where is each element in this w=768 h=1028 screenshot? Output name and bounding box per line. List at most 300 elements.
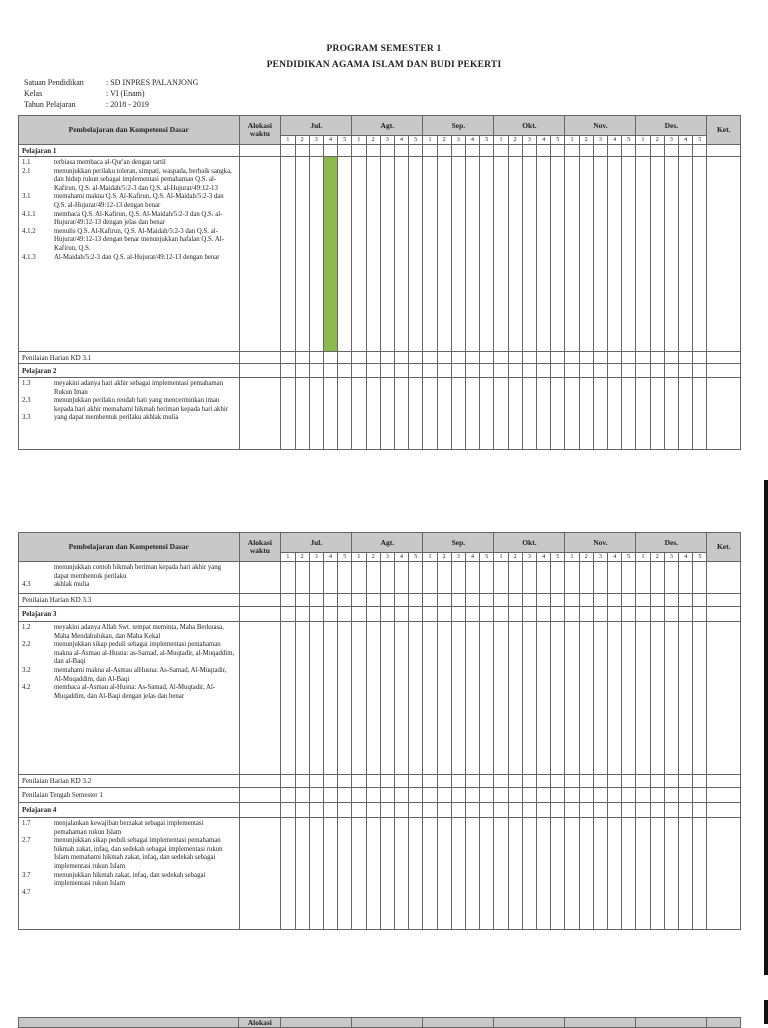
week-cell	[536, 562, 550, 594]
week-cell	[465, 157, 479, 352]
week-cell	[494, 818, 508, 930]
week-cell	[281, 775, 295, 788]
header-allocation: Alokasi waktu	[239, 116, 281, 145]
week-number: 1	[423, 553, 437, 562]
week-number: 1	[494, 553, 508, 562]
kd-row	[19, 378, 741, 450]
notes-cell	[707, 818, 741, 930]
week-cell	[352, 803, 366, 818]
week-cell	[380, 562, 394, 594]
week-cell	[338, 607, 352, 622]
kd-row	[19, 562, 741, 594]
week-cell	[295, 364, 309, 378]
week-cell	[608, 788, 622, 803]
week-number: 4	[679, 136, 693, 145]
week-number: 3	[522, 553, 536, 562]
week-cell	[309, 788, 323, 803]
kd-item	[22, 564, 236, 581]
week-cell	[551, 622, 565, 775]
week-cell	[480, 788, 494, 803]
week-cell	[579, 803, 593, 818]
week-cell	[508, 594, 522, 607]
week-number: 3	[451, 136, 465, 145]
lesson-row	[19, 803, 741, 818]
week-cell	[366, 788, 380, 803]
week-cell	[679, 378, 693, 450]
week-cell	[536, 803, 550, 818]
week-cell	[494, 562, 508, 594]
week-cell	[650, 775, 664, 788]
week-cell	[664, 352, 678, 364]
week-cell	[451, 352, 465, 364]
week-cell	[465, 803, 479, 818]
week-number: 1	[281, 553, 295, 562]
week-cell	[636, 364, 650, 378]
week-cell	[622, 818, 636, 930]
month-header: Nov.	[565, 116, 636, 136]
info-row	[24, 99, 198, 110]
week-cell	[437, 562, 451, 594]
kd-number: 2.1	[22, 167, 31, 175]
week-cell	[679, 364, 693, 378]
week-cell	[522, 788, 536, 803]
week-cell	[593, 157, 607, 352]
week-cell	[352, 157, 366, 352]
week-cell	[693, 788, 707, 803]
week-cell	[551, 803, 565, 818]
week-number: 1	[494, 136, 508, 145]
scheduled-week-cell	[323, 157, 337, 352]
week-cell	[551, 157, 565, 352]
week-number: 2	[295, 553, 309, 562]
week-cell	[480, 562, 494, 594]
kd-list	[19, 157, 240, 352]
week-cell	[309, 622, 323, 775]
week-cell	[338, 775, 352, 788]
week-cell	[295, 157, 309, 352]
week-cell	[480, 145, 494, 157]
week-cell	[465, 594, 479, 607]
info-value: : VI (Enam)	[106, 89, 145, 98]
kd-text: menunjukkan perilaku toleran, simpati, waspada, berbaik sangka, dan hidup rukun sebagai implementasi pemahaman Q.S. al-Kafirun, Q.S. al-Maidah/5:2-3 dan Q.S. al-Hujurat/49:12-13	[54, 167, 232, 192]
week-cell	[338, 818, 352, 930]
kd-text: memahami makna Q.S. Al-Kafirun, Q.S. Al-Maidah/5:2-3 dan Q.S. al-Hujurat/49:12-13 dengan benar	[54, 193, 224, 209]
week-cell	[394, 803, 408, 818]
week-cell	[394, 788, 408, 803]
lesson-label: Pelajaran 4	[19, 803, 240, 818]
kd-text: menunjukkan hikmah zakat, infaq, dan sedekah sebagai implementasi rukun Islam	[54, 871, 206, 888]
schedule-table-3	[18, 1017, 741, 1028]
week-cell	[565, 157, 579, 352]
week-cell	[536, 607, 550, 622]
kd-item	[22, 667, 236, 684]
kd-item	[22, 228, 236, 254]
kd-item	[22, 211, 236, 228]
notes-cell	[707, 145, 741, 157]
week-cell	[608, 157, 622, 352]
week-number: 4	[536, 553, 550, 562]
week-cell	[423, 562, 437, 594]
month-header: Agt.	[352, 533, 423, 553]
notes-cell	[707, 622, 741, 775]
week-cell	[394, 775, 408, 788]
week-cell	[309, 562, 323, 594]
week-cell	[636, 145, 650, 157]
month-header: Nov.	[565, 533, 636, 553]
week-number: 4	[608, 553, 622, 562]
allocation-cell	[239, 562, 281, 594]
schedule-table-2	[18, 532, 741, 930]
week-cell	[338, 378, 352, 450]
week-cell	[309, 145, 323, 157]
week-cell	[352, 594, 366, 607]
assessment-row	[19, 352, 741, 364]
week-cell	[494, 594, 508, 607]
kd-number: 1.2	[22, 624, 31, 631]
week-cell	[338, 803, 352, 818]
week-cell	[394, 378, 408, 450]
week-cell	[664, 378, 678, 450]
week-cell	[664, 622, 678, 775]
week-cell	[380, 378, 394, 450]
week-cell	[423, 352, 437, 364]
week-cell	[522, 145, 536, 157]
week-cell	[608, 803, 622, 818]
kd-text: membaca Q.S. Al-Kafirun, Q.S. Al-Maidah/5:2-3 dan Q.S. al-Hujurat/49:12-13 dengan jelas dan benar	[54, 210, 223, 227]
week-number: 2	[437, 553, 451, 562]
week-cell	[494, 607, 508, 622]
month-header: Agt.	[352, 116, 423, 136]
week-cell	[650, 364, 664, 378]
week-cell	[323, 803, 337, 818]
week-cell	[380, 352, 394, 364]
kd-item	[22, 254, 236, 263]
week-cell	[565, 352, 579, 364]
info-key: Tahun Pelajaran	[24, 100, 76, 109]
week-cell	[565, 145, 579, 157]
week-cell	[380, 818, 394, 930]
kd-row	[19, 622, 741, 775]
header-allocation: Alokasi waktu	[239, 533, 281, 562]
week-cell	[409, 157, 423, 352]
week-cell	[579, 788, 593, 803]
week-cell	[664, 157, 678, 352]
week-number: 3	[380, 136, 394, 145]
week-cell	[281, 594, 295, 607]
week-number: 3	[593, 136, 607, 145]
week-cell	[437, 803, 451, 818]
week-cell	[593, 607, 607, 622]
allocation-cell	[239, 803, 281, 818]
week-cell	[508, 622, 522, 775]
week-cell	[522, 818, 536, 930]
week-cell	[579, 562, 593, 594]
week-cell	[451, 594, 465, 607]
week-cell	[551, 788, 565, 803]
week-cell	[494, 788, 508, 803]
week-cell	[323, 818, 337, 930]
week-cell	[409, 378, 423, 450]
notes-cell	[707, 594, 741, 607]
notes-cell	[707, 607, 741, 622]
month-header: Jul.	[281, 533, 352, 553]
week-cell	[352, 788, 366, 803]
month-header: Jul.	[281, 116, 352, 136]
week-cell	[622, 145, 636, 157]
week-cell	[480, 818, 494, 930]
month-header: Sep.	[423, 116, 494, 136]
week-cell	[593, 378, 607, 450]
week-cell	[622, 378, 636, 450]
allocation-cell	[239, 788, 281, 803]
week-cell	[508, 803, 522, 818]
week-cell	[409, 594, 423, 607]
week-cell	[622, 788, 636, 803]
kd-text: menjalankan kewajiban berzakat sebagai implementasi pemahaman rukun Islam	[54, 820, 204, 836]
week-number: 3	[380, 553, 394, 562]
week-cell	[451, 622, 465, 775]
table-header	[19, 116, 741, 145]
notes-cell	[707, 562, 741, 594]
kd-number: 1.1	[22, 159, 31, 166]
kd-number: 2.3	[22, 397, 31, 405]
week-cell	[465, 818, 479, 930]
week-cell	[323, 378, 337, 450]
week-cell	[451, 145, 465, 157]
week-cell	[437, 775, 451, 788]
week-cell	[451, 562, 465, 594]
week-cell	[338, 788, 352, 803]
week-cell	[664, 818, 678, 930]
week-cell	[593, 622, 607, 775]
week-cell	[295, 775, 309, 788]
week-cell	[409, 818, 423, 930]
week-cell	[409, 622, 423, 775]
week-cell	[536, 352, 550, 364]
week-cell	[451, 157, 465, 352]
week-cell	[281, 364, 295, 378]
week-number: 2	[579, 136, 593, 145]
week-cell	[323, 145, 337, 157]
kd-number: 1.3	[22, 380, 31, 387]
week-cell	[551, 378, 565, 450]
week-cell	[352, 562, 366, 594]
week-cell	[664, 775, 678, 788]
week-number: 5	[622, 136, 636, 145]
week-number: 3	[593, 553, 607, 562]
week-cell	[423, 803, 437, 818]
week-cell	[593, 818, 607, 930]
week-cell	[593, 352, 607, 364]
week-cell	[480, 352, 494, 364]
kd-number: 4.1.2	[22, 227, 36, 235]
week-cell	[423, 818, 437, 930]
allocation-cell	[239, 775, 281, 788]
kd-item	[22, 414, 236, 423]
notes-cell	[707, 352, 741, 364]
kd-number: 2.7	[22, 837, 31, 845]
week-cell	[309, 352, 323, 364]
week-cell	[593, 803, 607, 818]
week-cell	[551, 145, 565, 157]
notes-cell	[707, 364, 741, 378]
week-number: 3	[664, 136, 678, 145]
week-cell	[679, 788, 693, 803]
week-cell	[309, 607, 323, 622]
week-cell	[622, 157, 636, 352]
week-cell	[636, 378, 650, 450]
week-cell	[451, 607, 465, 622]
week-number: 1	[352, 553, 366, 562]
week-cell	[608, 352, 622, 364]
week-cell	[281, 622, 295, 775]
week-cell	[380, 803, 394, 818]
week-cell	[551, 364, 565, 378]
week-cell	[508, 378, 522, 450]
kd-number: 4.2	[22, 684, 31, 692]
week-cell	[565, 803, 579, 818]
week-cell	[693, 607, 707, 622]
document-info	[24, 77, 198, 110]
week-cell	[579, 622, 593, 775]
week-cell	[622, 803, 636, 818]
week-number: 1	[636, 136, 650, 145]
week-cell	[465, 364, 479, 378]
kd-item	[22, 624, 236, 641]
week-number: 5	[480, 136, 494, 145]
week-cell	[622, 562, 636, 594]
week-cell	[622, 594, 636, 607]
week-cell	[636, 818, 650, 930]
week-cell	[394, 157, 408, 352]
assessment-label: Penilaian Tengah Semester 1	[19, 788, 240, 803]
week-cell	[451, 364, 465, 378]
week-cell	[437, 594, 451, 607]
week-cell	[323, 352, 337, 364]
week-cell	[423, 594, 437, 607]
kd-text: memahami makna al-Asmau alHusna: As-Samad, Al-Muqtadir, Al-Muqaddim, dan Al-Baqi	[54, 666, 227, 683]
kd-row	[19, 157, 741, 352]
week-cell	[536, 378, 550, 450]
week-cell	[693, 364, 707, 378]
header-kd: Pembelajaran dan Kompetensi Dasar	[19, 533, 240, 562]
week-cell	[522, 622, 536, 775]
kd-number: 4.3	[22, 581, 31, 589]
week-cell	[508, 562, 522, 594]
week-cell	[465, 145, 479, 157]
week-cell	[323, 594, 337, 607]
week-cell	[338, 364, 352, 378]
week-cell	[437, 622, 451, 775]
week-cell	[295, 622, 309, 775]
week-cell	[664, 562, 678, 594]
week-cell	[536, 818, 550, 930]
week-number: 3	[309, 553, 323, 562]
week-cell	[409, 775, 423, 788]
allocation-cell	[239, 818, 281, 930]
week-cell	[508, 788, 522, 803]
week-cell	[636, 157, 650, 352]
allocation-cell	[239, 364, 281, 378]
week-cell	[579, 378, 593, 450]
week-cell	[423, 775, 437, 788]
kd-text: akhlak mulia	[54, 581, 90, 589]
week-cell	[693, 818, 707, 930]
week-cell	[664, 364, 678, 378]
kd-item	[22, 889, 236, 898]
week-cell	[394, 352, 408, 364]
week-cell	[366, 364, 380, 378]
week-cell	[338, 622, 352, 775]
week-cell	[366, 803, 380, 818]
header-notes: Ket.	[707, 533, 741, 562]
week-cell	[622, 364, 636, 378]
week-cell	[366, 607, 380, 622]
lesson-label: Pelajaran 1	[19, 145, 240, 157]
week-number: 4	[536, 136, 550, 145]
assessment-row	[19, 594, 741, 607]
kd-number: 4.7	[22, 888, 31, 896]
week-cell	[522, 157, 536, 352]
week-cell	[608, 364, 622, 378]
week-cell	[608, 145, 622, 157]
notes-cell	[707, 775, 741, 788]
week-cell	[579, 352, 593, 364]
week-cell	[338, 562, 352, 594]
week-cell	[281, 818, 295, 930]
week-cell	[551, 607, 565, 622]
lesson-label: Pelajaran 2	[19, 364, 240, 378]
week-number: 2	[650, 136, 664, 145]
week-cell	[366, 594, 380, 607]
lesson-row	[19, 607, 741, 622]
info-row	[24, 77, 198, 88]
week-cell	[394, 607, 408, 622]
week-cell	[536, 622, 550, 775]
week-cell	[494, 352, 508, 364]
week-cell	[693, 594, 707, 607]
week-cell	[551, 352, 565, 364]
kd-item	[22, 380, 236, 397]
kd-text: menunjukkan contoh hikmah beriman kepada hari akhir yang dapat membentuk perilaku	[54, 564, 222, 580]
week-cell	[693, 157, 707, 352]
week-cell	[494, 378, 508, 450]
week-cell	[352, 622, 366, 775]
week-cell	[579, 145, 593, 157]
week-cell	[522, 594, 536, 607]
week-cell	[608, 775, 622, 788]
week-cell	[338, 594, 352, 607]
week-cell	[309, 803, 323, 818]
week-cell	[309, 157, 323, 352]
week-cell	[394, 818, 408, 930]
week-cell	[465, 607, 479, 622]
week-cell	[679, 622, 693, 775]
week-cell	[565, 622, 579, 775]
week-number: 5	[551, 136, 565, 145]
week-cell	[650, 818, 664, 930]
kd-item	[22, 837, 236, 871]
week-cell	[323, 364, 337, 378]
week-cell	[366, 775, 380, 788]
assessment-label: Penilaian Harian KD 3.3	[19, 594, 240, 607]
week-cell	[565, 594, 579, 607]
week-cell	[465, 378, 479, 450]
week-cell	[494, 803, 508, 818]
week-cell	[309, 775, 323, 788]
notes-cell	[707, 788, 741, 803]
week-cell	[593, 364, 607, 378]
